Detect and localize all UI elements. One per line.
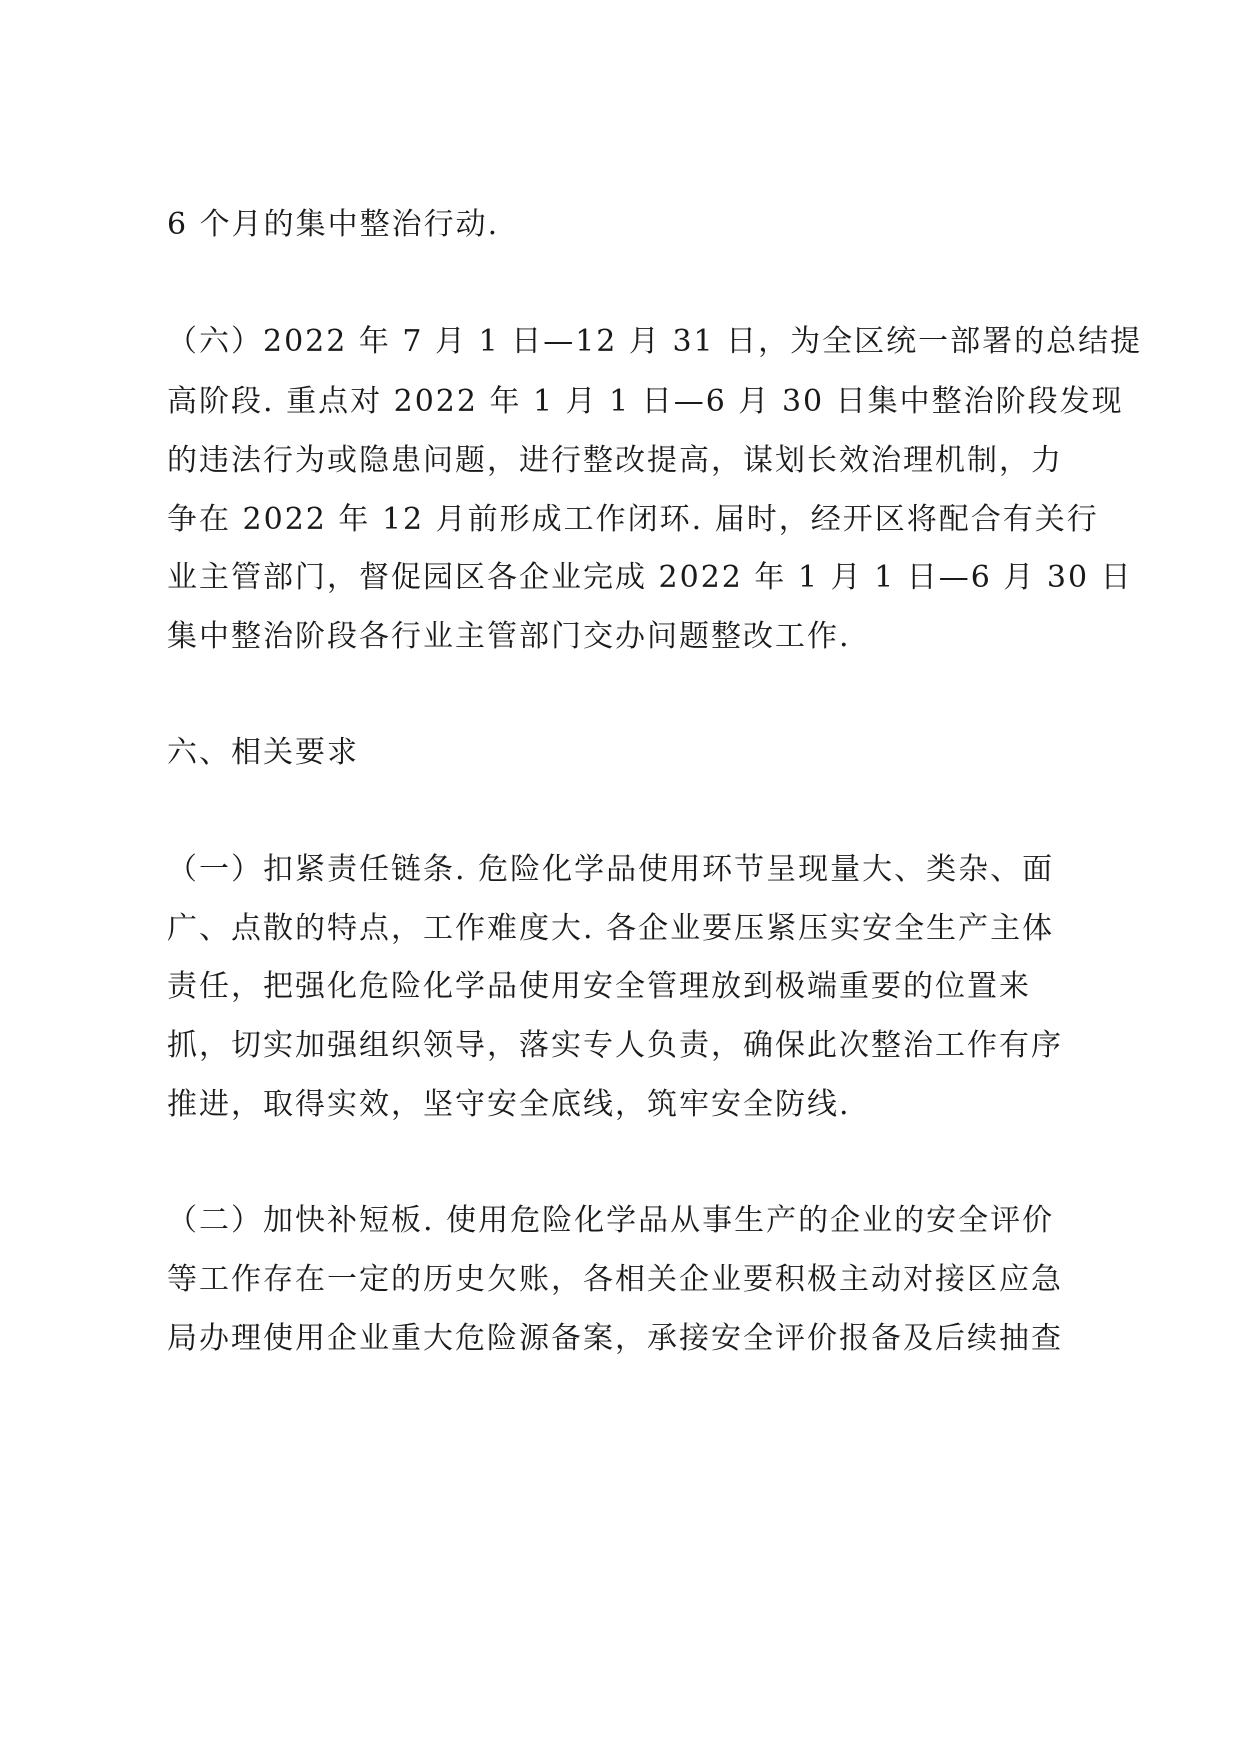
paragraph-1-line-1: 6 个月的集中整治行动. (167, 207, 500, 242)
paragraph-3-line-3: 责任，把强化危险化学品使用安全管理放到极端重要的位置来 (167, 969, 1031, 1004)
paragraph-3-line-4: 抓，切实加强组织领导，落实专人负责，确保此次整治工作有序 (167, 1028, 1063, 1063)
paragraph-3-line-1: （一）扣紧责任链条. 危险化学品使用环节呈现量大、类杂、面 (167, 852, 1055, 887)
paragraph-2-line-4: 争在 2022 年 12 月前形成工作闭环. 届时，经开区将配合有关行 (167, 502, 1099, 537)
paragraph-2-line-5: 业主管部门，督促园区各企业完成 2022 年 1 月 1 日—6 月 30 日 (167, 560, 1133, 595)
section-heading: 六、相关要求 (167, 735, 359, 770)
paragraph-3-line-5: 推进，取得实效，坚守安全底线，筑牢安全防线. (167, 1087, 851, 1122)
paragraph-2-line-2: 高阶段. 重点对 2022 年 1 月 1 日—6 月 30 日集中整治阶段发现 (167, 384, 1124, 419)
paragraph-2-line-3: 的违法行为或隐患问题，进行整改提高，谋划长效治理机制，力 (167, 443, 1063, 478)
paragraph-4-line-3: 局办理使用企业重大危险源备案，承接安全评价报备及后续抽查 (167, 1321, 1063, 1356)
paragraph-4-line-1: （二）加快补短板. 使用危险化学品从事生产的企业的安全评价 (167, 1203, 1055, 1238)
paragraph-2-line-1: （六）2022 年 7 月 1 日—12 月 31 日，为全区统一部署的总结提 (167, 324, 1143, 359)
paragraph-2-line-6: 集中整治阶段各行业主管部门交办问题整改工作. (167, 619, 851, 654)
paragraph-4-line-2: 等工作存在一定的历史欠账，各相关企业要积极主动对接区应急 (167, 1262, 1063, 1297)
paragraph-3-line-2: 广、点散的特点，工作难度大. 各企业要压紧压实安全生产主体 (167, 911, 1055, 946)
